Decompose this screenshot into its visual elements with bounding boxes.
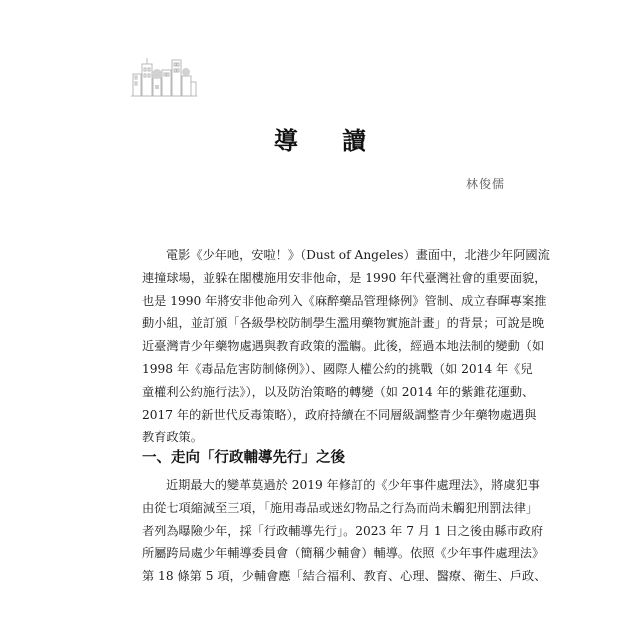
body-line: 由從七項縮減至三項，「施用毒品或迷幻物品之行為而尚未觸犯刑罰法律」 — [142, 500, 539, 515]
author-name: 林俊儒 — [465, 177, 505, 191]
body-paragraph — [142, 474, 547, 588]
intro-paragraph — [142, 244, 550, 449]
intro-line: 動小組，並訂頒「各級學校防制學生濫用藥物實施計畫」的背景；可說是晚 — [142, 316, 545, 331]
intro-line: 近臺灣青少年藥物處遇與教育政策的濫觴。此後，經過本地法制的變動（如 — [142, 339, 545, 354]
body-line: 第 18 條第 5 項，少輔會應「結合福利、教育、心理、醫療、衛生、戶政、 — [142, 569, 547, 584]
intro-line: 教育政策。 — [142, 430, 203, 445]
intro-line: 2017 年的新世代反毒策略），政府持續在不同層級調整青少年藥物處遇與 — [142, 407, 537, 422]
intro-line: 童權利公約施行法》），以及防治策略的轉變（如 2014 年的紫錐花運動、 — [142, 384, 535, 399]
intro-line: 也是 1990 年將安非他命列入《麻醉藥品管理條例》管制、成立春暉專案推 — [142, 293, 547, 308]
city-buildings-logo — [131, 52, 197, 100]
intro-line: 1998 年《毒品危害防制條例》）、國際人權公約的挑戰（如 2014 年《兒 — [142, 361, 533, 376]
body-line: 近期最大的變革莫過於 2019 年修訂的《少年事件處理法》，將虞犯事 — [166, 478, 540, 492]
intro-line: 連撞球場，並躲在閣樓施用安非他命，是 1990 年代臺灣社會的重要面貌， — [142, 270, 547, 285]
body-line: 所屬跨局處少年輔導委員會（簡稱少輔會）輔導。依照《少年事件處理法》 — [142, 546, 545, 561]
section-heading: 一、走向「行政輔導先行」之後 — [142, 450, 345, 466]
page-title: 導 讀 — [273, 126, 385, 155]
intro-line: 電影《少年吔，安啦！》（Dust of Angeles）畫面中，北港少年阿國流 — [166, 248, 550, 262]
body-line: 者列為曝險少年，採「行政輔導先行」。2023 年 7 月 1 日之後由縣市政府 — [142, 523, 544, 538]
